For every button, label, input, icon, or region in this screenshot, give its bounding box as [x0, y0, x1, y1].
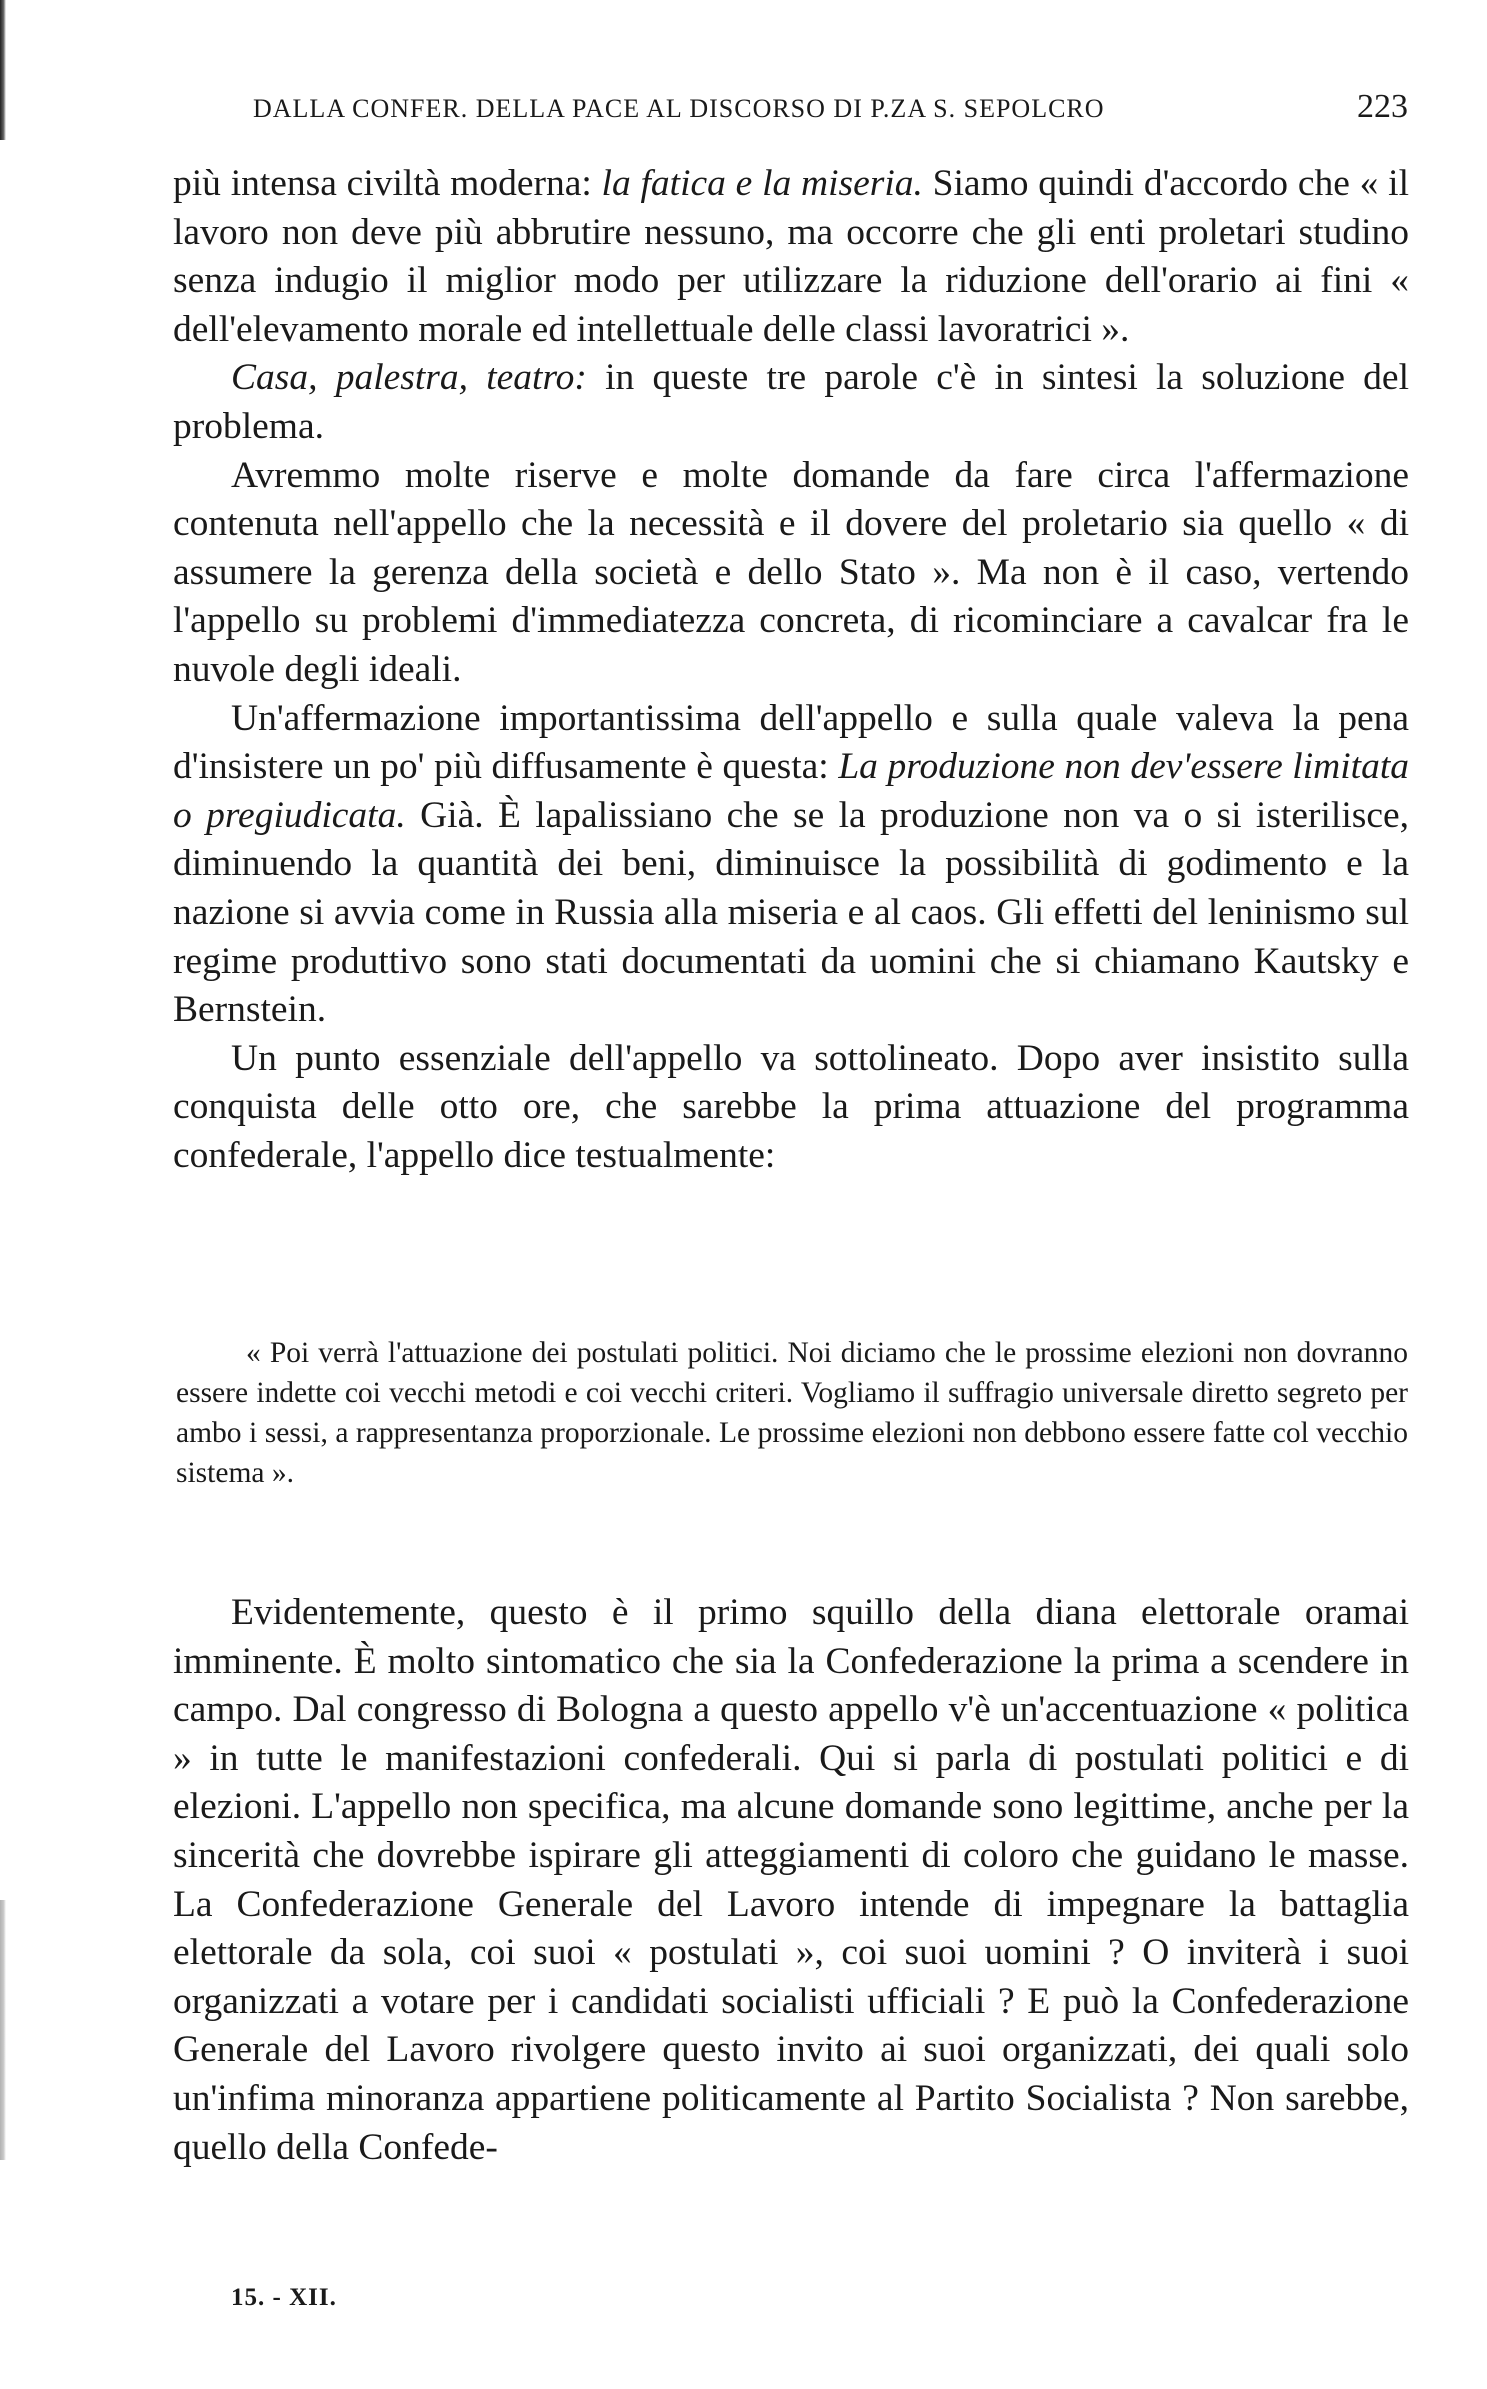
quote-paragraph: « Poi verrà l'attuazione dei postulati politici. Noi diciamo che le prossime elezioni non dovranno essere indette coi vecchi metodi e coi vecchi criteri. Vogliamo il suffragio universale diretto segreto per ambo i sessi, a rappresentanza proporzionale. Le prossime elezioni non debbono essere fatte col vecchio sistema ». [176, 1337, 1408, 1489]
text-run: Un'affermazione importantissima dell'appello e sulla quale valeva la pena d'insistere un po' più diffusamente è questa: [173, 697, 1409, 788]
paragraph [173, 354, 1409, 451]
page-edge-shadow-lower [0, 1900, 6, 2160]
paragraph [173, 1589, 1409, 2172]
block-quote [176, 1333, 1408, 1493]
paragraph [173, 160, 1409, 354]
running-title: DALLA CONFER. DELLA PACE AL DISCORSO DI P.ZA S. SEPOLCRO [253, 94, 1105, 123]
page-number: 223 [1357, 88, 1408, 125]
paragraph [173, 695, 1409, 1035]
text-run: Avremmo molte riserve e molte domande da fare circa l'affermazione contenuta nell'appello che la necessità e il dovere del proletario sia quello « di assumere la gerenza della società e dello Stato ». Ma non è il caso, vertendo l'appello su problemi d'immediatezza concreta, di ricominciare a cavalcar fra le nuvole degli ideali. [173, 454, 1409, 690]
text-run: Un punto essenziale dell'appello va sottolineato. Dopo aver insistito sulla conquista delle otto ore, che sarebbe la prima attuazione del programma confederale, l'appello dice testualmente: [173, 1037, 1409, 1176]
paragraph [173, 1035, 1409, 1181]
text-run: più intensa civiltà moderna: [173, 163, 602, 204]
text-run: in queste tre parole c'è in sintesi la soluzione del problema. [173, 357, 1409, 447]
running-header [253, 88, 1408, 128]
signature-mark: 15. - XII. [231, 2284, 337, 2311]
italic-text: La produzione non dev'essere limitata o pregiudicata. [173, 746, 1409, 836]
text-run: Già. È lapalissiano che se la produzione non va o si isterilisce, diminuendo la quantità dei beni, diminuisce la possibilità di godimento e la nazione si avvia come in Russia alla miseria e al caos. Gli effetti del leninismo sul regime produttivo sono stati documentati da uomini che si chiamano Kautsky e Bernstein. [173, 794, 1409, 1031]
italic-text: la fatica e la miseria. [601, 163, 923, 204]
text-run: Siamo quindi d'accordo che « il lavoro non deve più abbrutire nessuno, ma occorre che gli enti proletari studino senza indugio il miglior modo per utilizzare la riduzione dell'orario ai fini « dell'elevamento morale ed intellettuale delle classi lavoratrici ». [173, 163, 1409, 350]
page-edge-shadow [0, 0, 6, 140]
body-text-bottom [173, 1589, 1409, 2172]
text-run: Evidentemente, questo è il primo squillo della diana elettorale oramai imminente. È molto sintomatico che sia la Confederazione la prima a scendere in campo. Dal congresso di Bologna a questo appello v'è un'accentuazione « politica » in tutte le manifestazioni confederali. Qui si parla di postulati politici e di elezioni. L'appello non specifica, ma alcune domande sono legittime, anche per la sincerità che dovrebbe ispirare gli atteggiamenti di coloro che guidano le masse. La Confederazione Generale del Lavoro intende di impegnare la battaglia elettorale da sola, coi suoi « postulati », coi suoi uomini ? O inviterà i suoi organizzati a votare per i candidati socialisti ufficiali ? E può la Confederazione Generale del Lavoro rivolgere questo invito ai suoi organizzati, dei quali solo un'infima minoranza appartiene politicamente al Partito Socialista ? Non sarebbe, quello della Confede- [173, 1592, 1409, 2168]
paragraph [173, 452, 1409, 695]
body-text-top [173, 160, 1409, 1180]
italic-text: Casa, palestra, teatro: [231, 357, 587, 399]
